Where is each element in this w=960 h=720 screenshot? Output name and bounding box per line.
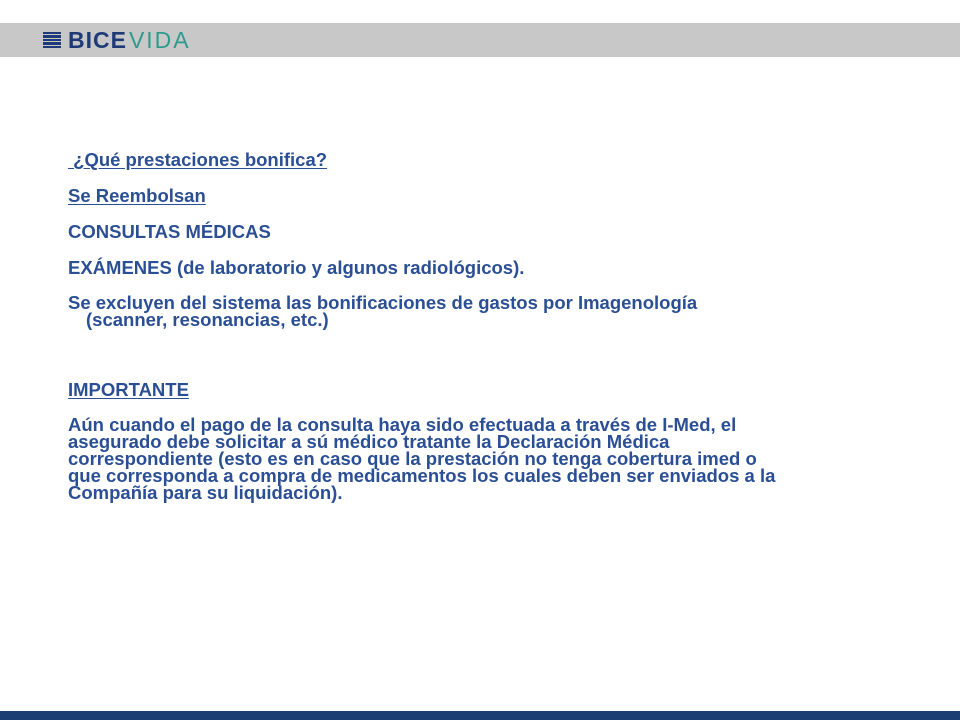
exclusion-line-2: (scanner, resonancias, etc.) [86,309,329,330]
reimbursed-heading: Se Reembolsan [68,185,206,206]
logo-text-vida: VIDA [128,26,191,53]
important-line-4: que corresponda a compra de medicamentos los cuales deben ser enviados a la [68,465,776,486]
important-line-3: correspondiente (esto es en caso que la prestación no tenga cobertura imed o [68,448,757,469]
item-consultations: CONSULTAS MÉDICAS [68,221,271,242]
logo-text-bice: BICE [68,26,127,53]
important-paragraph [68,416,908,501]
exclusion-text [68,294,908,328]
important-line-1: Aún cuando el pago de la consulta haya sido efectuada a través de I-Med, el [68,414,737,435]
logo-lines-icon [43,32,61,48]
important-line-2: asegurado debe solicitar a sú médico tratante la Declaración Médica [68,431,670,452]
footer-bar [0,711,960,720]
exclusion-line-1: Se excluyen del sistema las bonificaciones de gastos por Imagenología [68,292,698,313]
slide-content [68,150,908,501]
important-heading: IMPORTANTE [68,379,189,400]
bicevida-logo [43,28,191,52]
item-exams: EXÁMENES (de laboratorio y algunos radiológicos). [68,257,525,278]
question-heading: ¿Qué prestaciones bonifica? [68,149,328,170]
important-line-5: Compañía para su liquidación). [68,482,343,503]
